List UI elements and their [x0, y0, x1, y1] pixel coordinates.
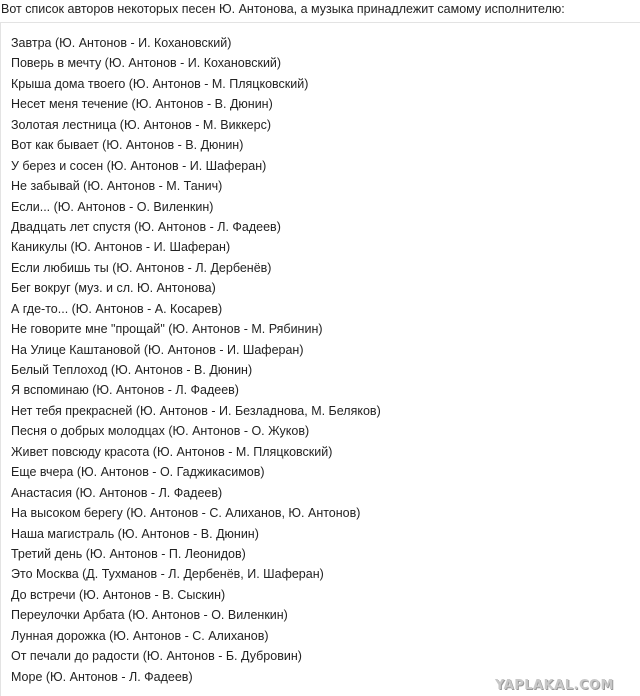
list-item: Не говорите мне "прощай" (Ю. Антонов - М. Рябинин): [11, 322, 323, 337]
list-item: А где-то... (Ю. Антонов - А. Косарев): [11, 301, 223, 316]
list-item: Несет меня течение (Ю. Антонов - В. Дюнин): [11, 97, 273, 112]
list-item: Переулочки Арбата (Ю. Антонов - О. Виленкин): [11, 608, 288, 623]
list-item: Если любишь ты (Ю. Антонов - Л. Дербенёв): [11, 260, 272, 275]
list-item: До встречи (Ю. Антонов - В. Сыскин): [11, 587, 226, 602]
list-item: Море (Ю. Антонов - Л. Фадеев): [11, 669, 193, 684]
list-item: Поверь в мечту (Ю. Антонов - И. Кохановский): [11, 56, 282, 71]
song-list-box: [0, 22, 640, 696]
list-item: На высоком берегу (Ю. Антонов - С. Алиханов, Ю. Антонов): [11, 506, 361, 521]
list-item: Наша магистраль (Ю. Антонов - В. Дюнин): [11, 526, 259, 541]
list-item: Еще вчера (Ю. Антонов - О. Гаджикасимов): [11, 465, 265, 480]
list-item: Это Москва (Д. Тухманов - Л. Дербенёв, И. Шаферан): [11, 567, 324, 582]
list-item: Живет повсюду красота (Ю. Антонов - М. Пляцковский): [11, 444, 333, 459]
list-item: Лунная дорожка (Ю. Антонов - С. Алиханов): [11, 628, 269, 643]
list-item: Завтра (Ю. Антонов - И. Кохановский): [11, 36, 232, 50]
list-item: От печали до радости (Ю. Антонов - Б. Дубровин): [11, 649, 302, 664]
song-list: [11, 33, 381, 687]
list-item: У берез и сосен (Ю. Антонов - И. Шаферан): [11, 158, 267, 173]
list-item: Каникулы (Ю. Антонов - И. Шаферан): [11, 240, 231, 255]
list-item: На Улице Каштановой (Ю. Антонов - И. Шаферан): [11, 342, 304, 357]
list-item: Бег вокруг (муз. и сл. Ю. Антонова): [11, 281, 216, 296]
list-item: Анастасия (Ю. Антонов - Л. Фадеев): [11, 485, 223, 500]
list-item: Белый Теплоход (Ю. Антонов - В. Дюнин): [11, 363, 253, 377]
list-item: Вот как бывает (Ю. Антонов - В. Дюнин): [11, 138, 244, 153]
list-item: Двадцать лет спустя (Ю. Антонов - Л. Фадеев): [11, 219, 281, 234]
list-item: Я вспоминаю (Ю. Антонов - Л. Фадеев): [11, 383, 239, 398]
list-item: Крыша дома твоего (Ю. Антонов - М. Пляцковский): [11, 76, 309, 91]
intro-text: Вот список авторов некоторых песен Ю. Антонова, а музыка принадлежит самому исполнителю:: [1, 2, 565, 16]
list-item: Нет тебя прекрасней (Ю. Антонов - И. Безладнова, М. Беляков): [11, 403, 381, 418]
list-item: Если... (Ю. Антонов - О. Виленкин): [11, 199, 214, 214]
list-item: Не забывай (Ю. Антонов - М. Танич): [11, 179, 223, 194]
list-item: Золотая лестница (Ю. Антонов - М. Виккерс): [11, 117, 271, 132]
site-watermark: YAPLAKAL.COM: [495, 678, 614, 693]
list-item: Третий день (Ю. Антонов - П. Леонидов): [11, 546, 246, 561]
list-item: Песня о добрых молодцах (Ю. Антонов - О. Жуков): [11, 424, 310, 439]
